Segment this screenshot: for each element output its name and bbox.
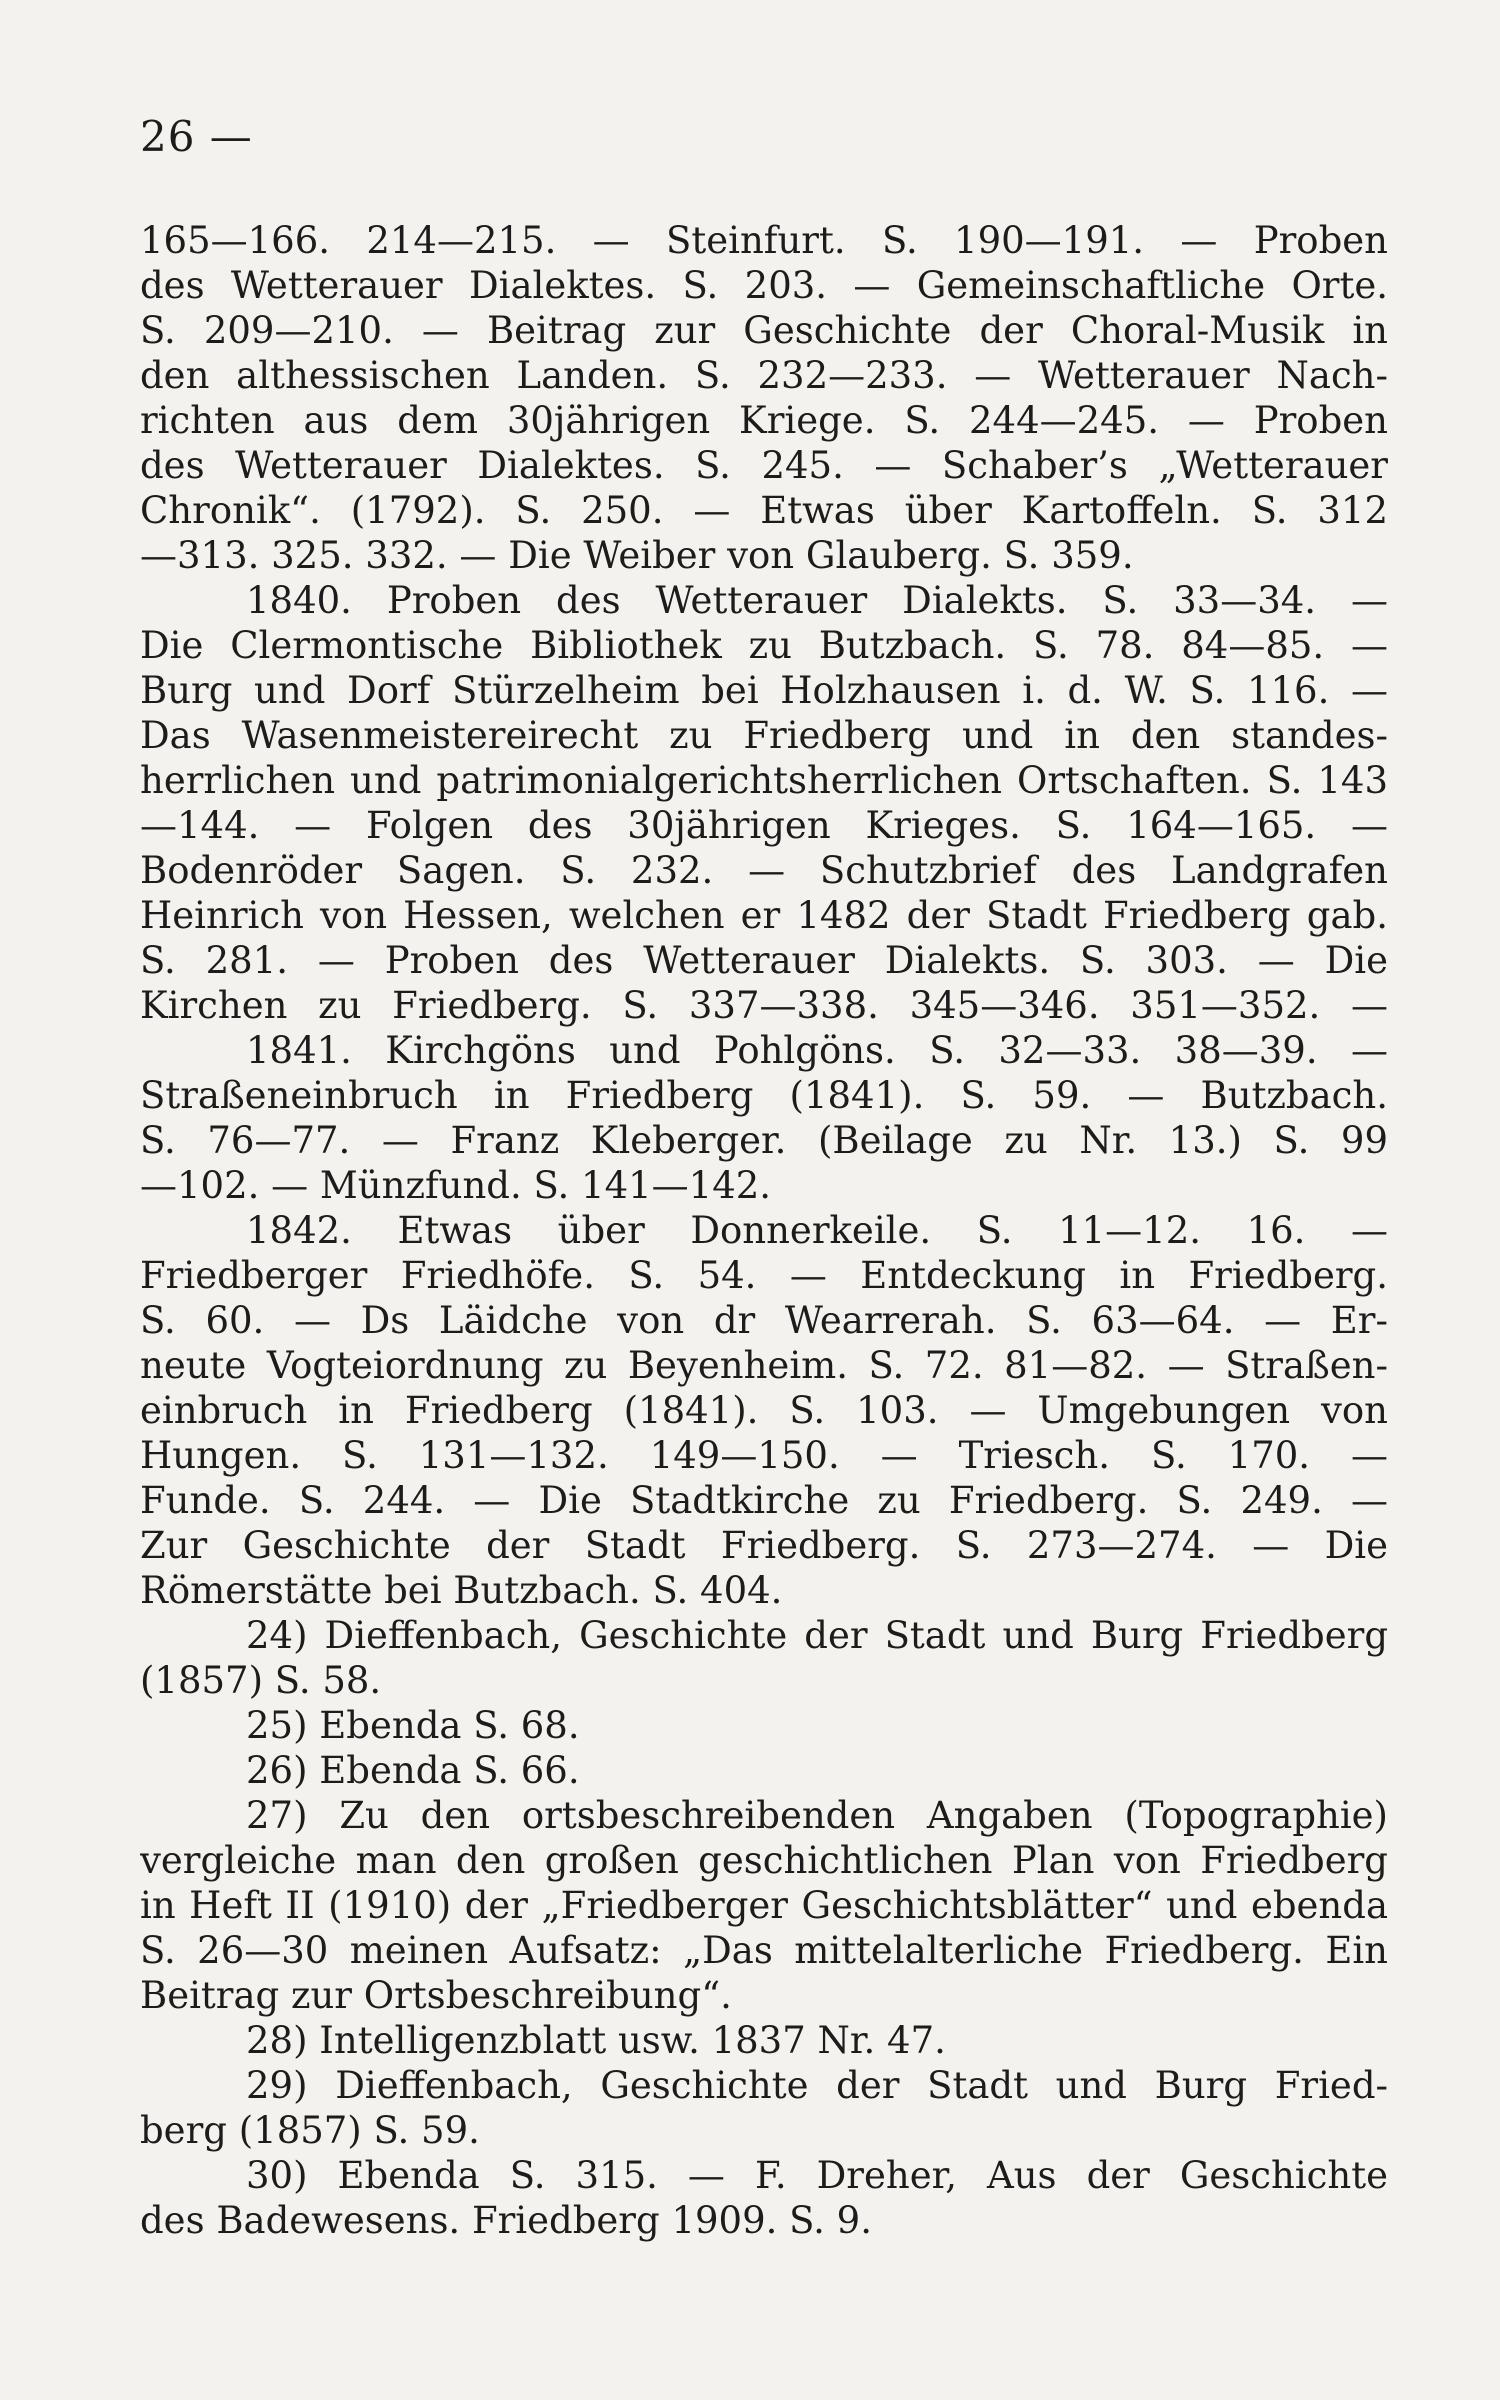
body-text	[140, 218, 1388, 2243]
text-line: den althessischen Landen. S. 232—233. — Wetterauer Nach-	[140, 354, 1388, 397]
text-line: richten aus dem 30jährigen Kriege. S. 244—245. — Proben	[140, 399, 1388, 442]
text-line: Das Wasenmeistereirecht zu Friedberg und in den standes-	[140, 714, 1388, 757]
text-line: Zur Geschichte der Stadt Friedberg. S. 273—274. — Die	[140, 1524, 1388, 1567]
text-line: des Wetterauer Dialektes. S. 203. — Gemeinschaftliche Orte.	[140, 264, 1388, 307]
text-line: —313. 325. 332. — Die Weiber von Glauberg. S. 359.	[140, 534, 1134, 577]
text-line: 1841. Kirchgöns und Pohlgöns. S. 32—33. 38—39. —	[246, 1029, 1388, 1072]
text-line: Die Clermontische Bibliothek zu Butzbach. S. 78. 84—85. —	[140, 624, 1388, 667]
text-line: Römerstätte bei Butzbach. S. 404.	[140, 1569, 783, 1612]
text-line: S. 60. — Ds Läidche von dr Wearrerah. S. 63—64. — Er-	[140, 1299, 1388, 1342]
text-line: 28) Intelligenzblatt usw. 1837 Nr. 47.	[246, 2019, 946, 2062]
text-line: —102. — Münzfund. S. 141—142.	[140, 1164, 772, 1207]
text-line: Burg und Dorf Stürzelheim bei Holzhausen i. d. W. S. 116. —	[140, 669, 1388, 712]
text-line: S. 76—77. — Franz Kleberger. (Beilage zu Nr. 13.) S. 99	[140, 1119, 1388, 1162]
text-line: Heinrich von Hessen, welchen er 1482 der Stadt Friedberg gab.	[140, 894, 1388, 937]
text-line: Hungen. S. 131—132. 149—150. — Triesch. S. 170. —	[140, 1434, 1388, 1477]
text-line: 1842. Etwas über Donnerkeile. S. 11—12. 16. —	[246, 1209, 1388, 1252]
text-line: Kirchen zu Friedberg. S. 337—338. 345—346. 351—352. —	[140, 984, 1388, 1027]
text-line: S. 281. — Proben des Wetterauer Dialekts. S. 303. — Die	[140, 939, 1388, 982]
text-line: Beitrag zur Ortsbeschreibung“.	[140, 1974, 732, 2017]
text-line: 24) Dieffenbach, Geschichte der Stadt und Burg Friedberg	[246, 1614, 1388, 1657]
text-line: neute Vogteiordnung zu Beyenheim. S. 72. 81—82. — Straßen-	[140, 1344, 1388, 1387]
page-number: 26 —	[140, 112, 253, 161]
text-line: des Wetterauer Dialektes. S. 245. — Schaber’s „Wetterauer	[140, 444, 1388, 487]
text-line: S. 26—30 meinen Aufsatz: „Das mittelalterliche Friedberg. Ein	[140, 1929, 1388, 1972]
text-line: S. 209—210. — Beitrag zur Geschichte der Choral-Musik in	[140, 309, 1388, 352]
text-line: in Heft II (1910) der „Friedberger Geschichtsblätter“ und ebenda	[140, 1884, 1388, 1927]
text-line: Bodenröder Sagen. S. 232. — Schutzbrief des Landgrafen	[140, 849, 1388, 892]
text-line: 30) Ebenda S. 315. — F. Dreher, Aus der Geschichte	[246, 2154, 1388, 2197]
text-line: herrlichen und patrimonialgerichtsherrlichen Ortschaften. S. 143	[140, 759, 1388, 802]
text-line: Friedberger Friedhöfe. S. 54. — Entdeckung in Friedberg.	[140, 1254, 1388, 1297]
text-line: Funde. S. 244. — Die Stadtkirche zu Friedberg. S. 249. —	[140, 1479, 1388, 1522]
text-line: —144. — Folgen des 30jährigen Krieges. S. 164—165. —	[140, 804, 1388, 847]
text-line: einbruch in Friedberg (1841). S. 103. — Umgebungen von	[140, 1389, 1388, 1432]
text-line: berg (1857) S. 59.	[140, 2109, 480, 2152]
text-line: 26) Ebenda S. 66.	[246, 1749, 580, 1792]
text-line: (1857) S. 58.	[140, 1659, 382, 1702]
text-line: Chronik“. (1792). S. 250. — Etwas über Kartoffeln. S. 312	[140, 489, 1388, 532]
text-line: 25) Ebenda S. 68.	[246, 1704, 580, 1747]
text-line: Straßeneinbruch in Friedberg (1841). S. 59. — Butzbach.	[140, 1074, 1388, 1117]
text-line: 165—166. 214—215. — Steinfurt. S. 190—191. — Proben	[140, 219, 1388, 262]
text-line: 1840. Proben des Wetterauer Dialekts. S. 33—34. —	[246, 579, 1388, 622]
text-line: des Badewesens. Friedberg 1909. S. 9.	[140, 2199, 872, 2242]
text-line: 29) Dieffenbach, Geschichte der Stadt und Burg Fried-	[246, 2064, 1388, 2107]
text-line: vergleiche man den großen geschichtlichen Plan von Friedberg	[140, 1839, 1388, 1882]
text-line: 27) Zu den ortsbeschreibenden Angaben (Topographie)	[246, 1794, 1388, 1837]
